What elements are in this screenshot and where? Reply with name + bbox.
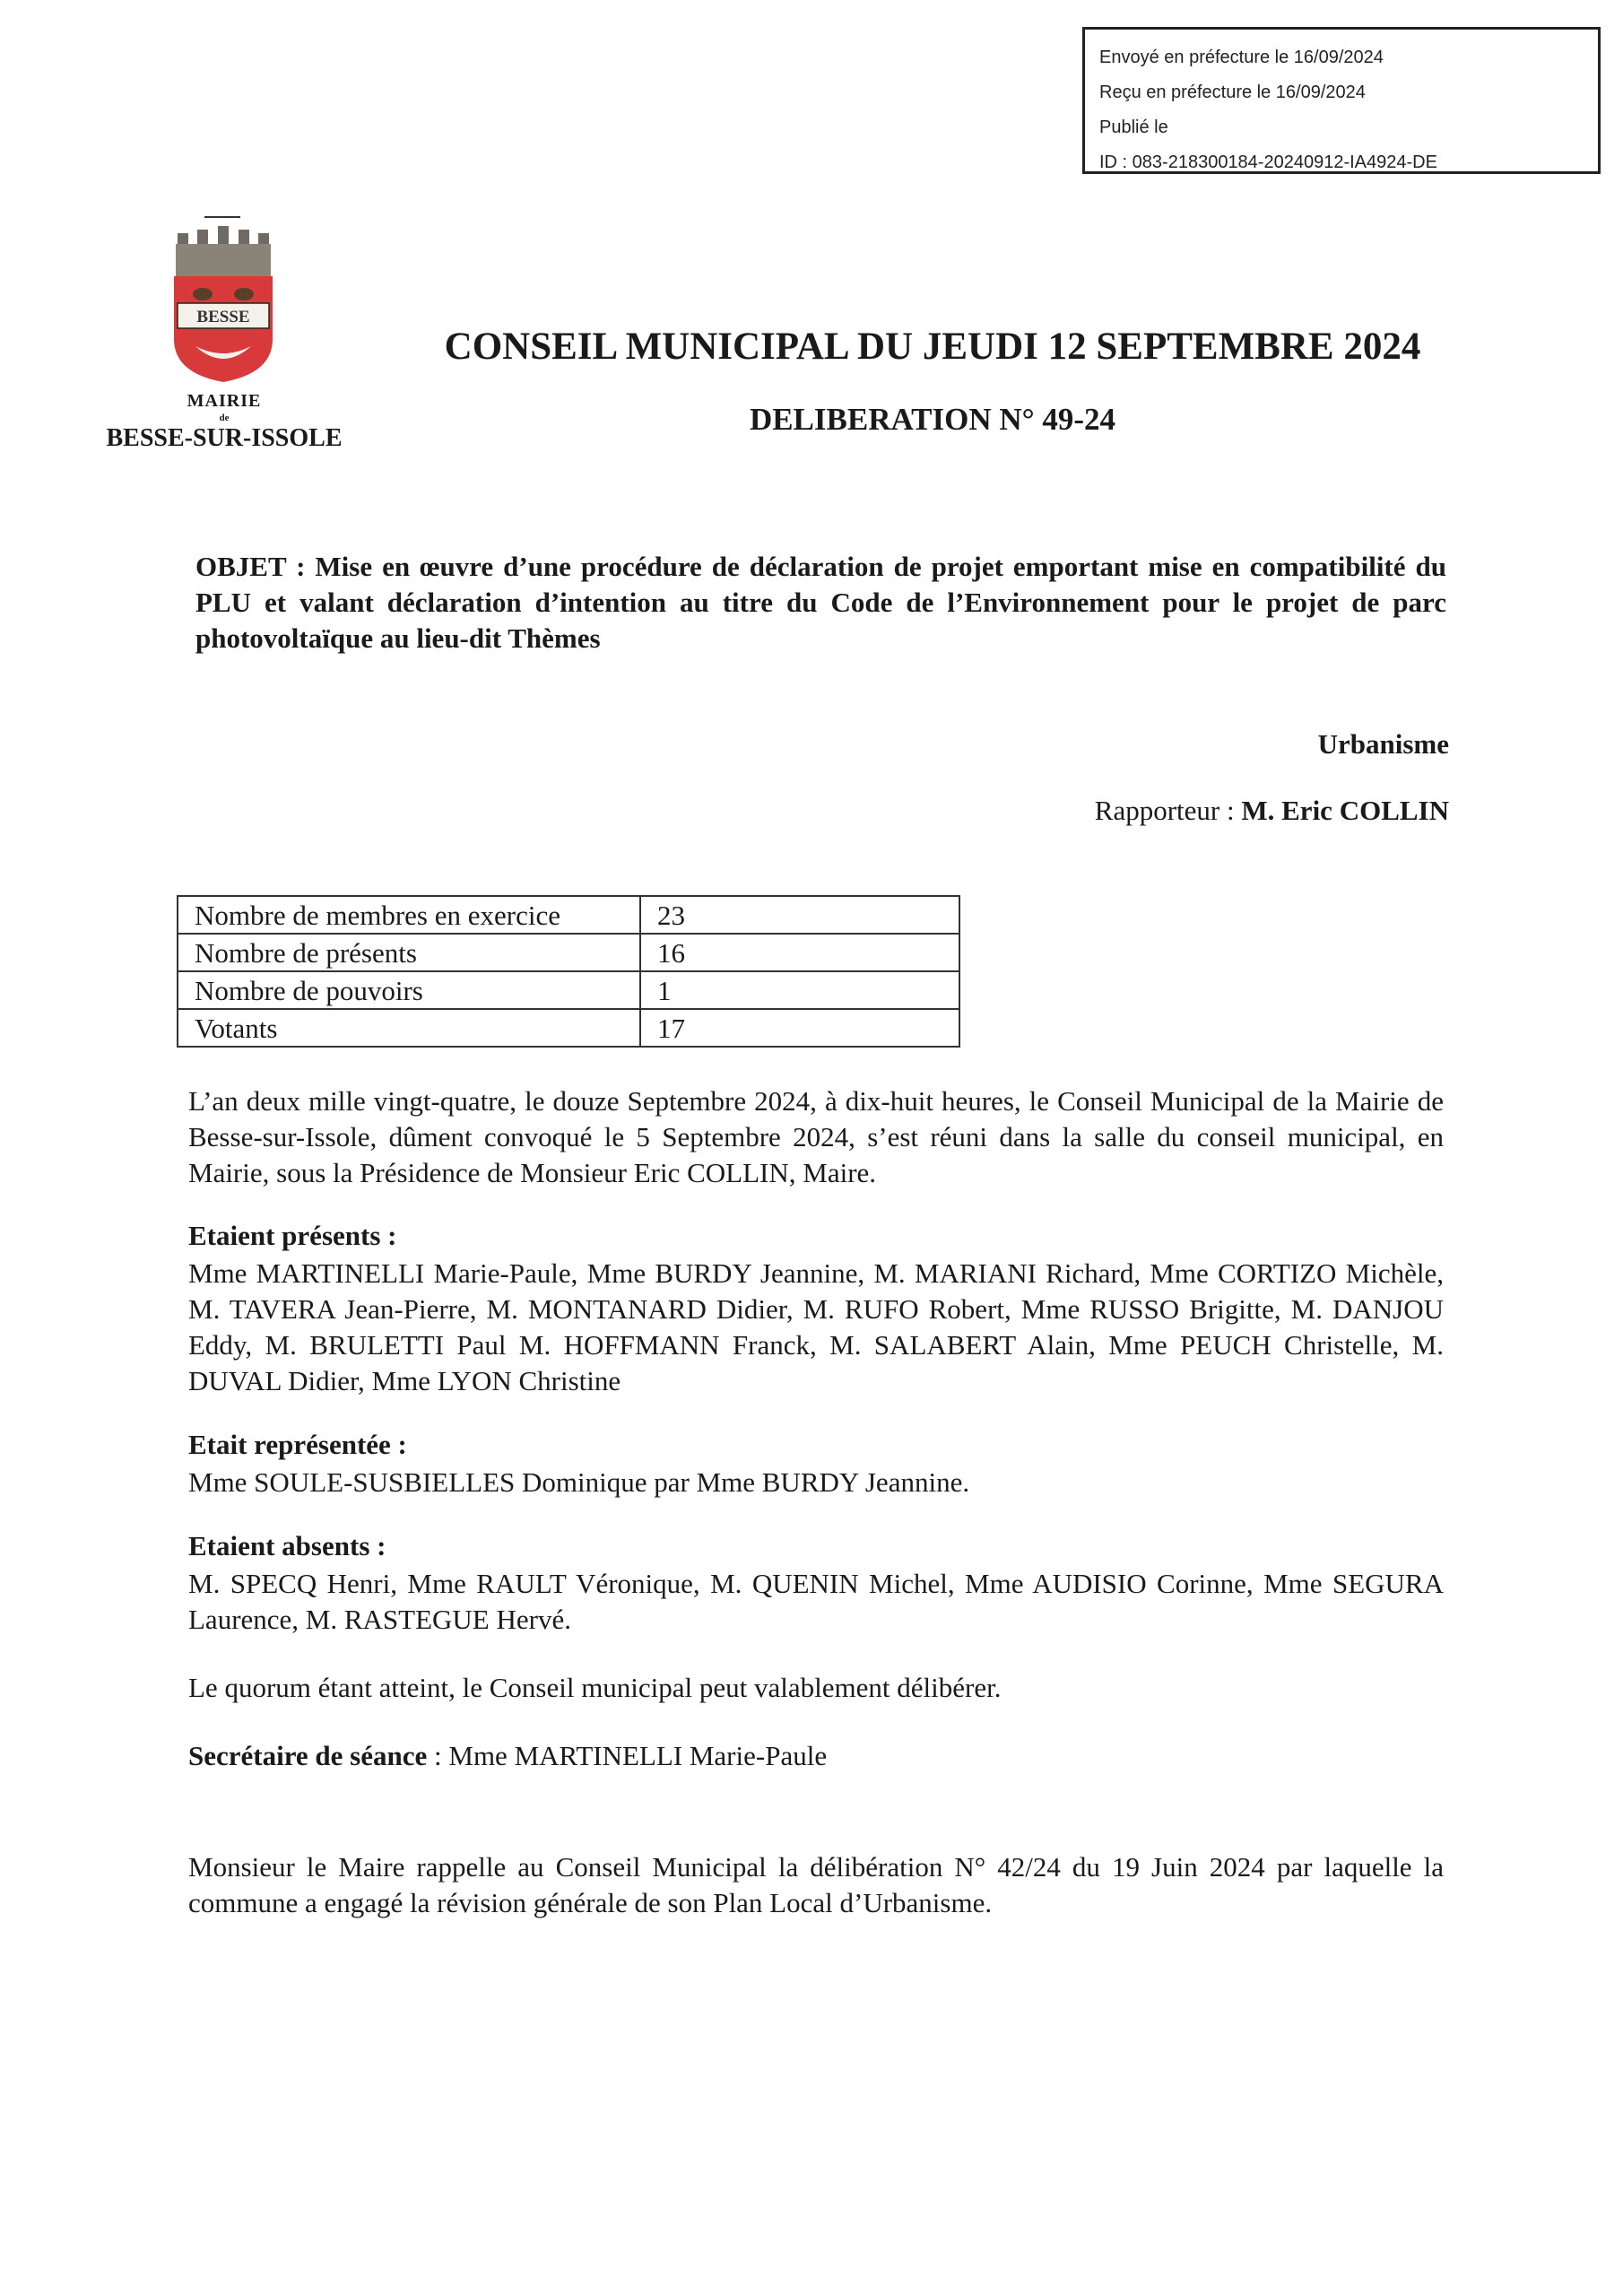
objet-paragraph: OBJET : Mise en œuvre d’une procédure de déclaration de projet emportant mise en compatibilité du PLU et valant déclaration d’intention au titre du Code de l’Environnement pour le projet de parc photovoltaïque au lieu-dit Thèmes — [195, 551, 1446, 654]
stamp-id: ID : 083-218300184-20240912-IA4924-DE — [1099, 152, 1437, 172]
table-row — [178, 971, 959, 1009]
intro-paragraph: L’an deux mille vingt-quatre, le douze Septembre 2024, à dix-huit heures, le Conseil Municipal de la Mairie de Besse-sur-Issole, dûment convoqué le 5 Septembre 2024, s’est réuni dans la salle du conseil municipal, en Mairie, sous la Présidence de Monsieur Eric COLLIN, Maire. — [188, 1085, 1444, 1188]
absents-heading: Etaient absents : — [188, 1530, 386, 1561]
presents-list: Mme MARTINELLI Marie-Paule, Mme BURDY Jeannine, M. MARIANI Richard, Mme CORTIZO Michèle, M. TAVERA Jean-Pierre, M. MONTANARD Didier, M. RUFO Robert, Mme RUSSO Brigitte, M. DANJOU Eddy, M. BRULETTI Paul M. HOFFMANN Franck, M. SALABERT Alain, Mme PEUCH Christelle, M. DUVAL Didier, Mme LYON Christine — [188, 1257, 1444, 1396]
mairie-de-label: de — [219, 413, 230, 423]
represented-heading: Etait représentée : — [188, 1429, 407, 1460]
crest-besse-label: BESSE — [196, 308, 250, 326]
municipal-coat-of-arms-icon — [169, 213, 278, 384]
rapporteur-name: M. Eric COLLIN — [1241, 795, 1449, 826]
stamp-sent-date: Envoyé en préfecture le 16/09/2024 — [1099, 48, 1384, 67]
domain-label: Urbanisme — [1317, 728, 1449, 760]
table-row — [178, 934, 959, 971]
stamp-received-date: Reçu en préfecture le 16/09/2024 — [1099, 83, 1366, 102]
deliberation-number: DELIBERATION N° 49-24 — [749, 402, 1116, 437]
stats-label: Nombre de membres en exercice — [178, 896, 640, 934]
absents-list: M. SPECQ Henri, Mme RAULT Véronique, M. QUENIN Michel, Mme AUDISIO Corinne, Mme SEGURA Laurence, M. RASTEGUE Hervé. — [188, 1568, 1444, 1635]
vote-stats-table — [177, 895, 960, 1048]
stats-label: Nombre de présents — [178, 934, 640, 971]
stats-label: Nombre de pouvoirs — [178, 971, 640, 1009]
rappel-paragraph: Monsieur le Maire rappelle au Conseil Municipal la délibération N° 42/24 du 19 Juin 2024 par laquelle la commune a engagé la révision générale de son Plan Local d’Urbanisme. — [188, 1851, 1444, 1918]
stats-value: 23 — [640, 896, 959, 934]
presents-heading: Etaient présents : — [188, 1220, 397, 1251]
secretary-line — [188, 1738, 1444, 1774]
stamp-published: Publié le — [1099, 117, 1168, 137]
rapporteur-label: Rapporteur : — [1094, 795, 1242, 826]
rapporteur-line — [1095, 795, 1449, 827]
mairie-commune-name: BESSE-SUR-ISSOLE — [106, 424, 343, 452]
table-row — [178, 1009, 959, 1047]
mairie-label: MAIRIE — [187, 391, 262, 411]
secretary-label: Secrétaire de séance — [188, 1740, 428, 1771]
stats-value: 17 — [640, 1009, 959, 1047]
prefecture-stamp — [1082, 27, 1601, 174]
stats-label: Votants — [178, 1009, 640, 1047]
secretary-name: : Mme MARTINELLI Marie-Paule — [427, 1740, 828, 1771]
page-title: CONSEIL MUNICIPAL DU JEUDI 12 SEPTEMBRE 2024 — [444, 326, 1421, 368]
stats-value: 1 — [640, 971, 959, 1009]
quorum-paragraph: Le quorum étant atteint, le Conseil municipal peut valablement délibérer. — [188, 1672, 1002, 1703]
represented-text: Mme SOULE-SUSBIELLES Dominique par Mme BURDY Jeannine. — [188, 1466, 970, 1498]
stats-value: 16 — [640, 934, 959, 971]
mairie-block — [90, 391, 359, 453]
table-row — [178, 896, 959, 934]
